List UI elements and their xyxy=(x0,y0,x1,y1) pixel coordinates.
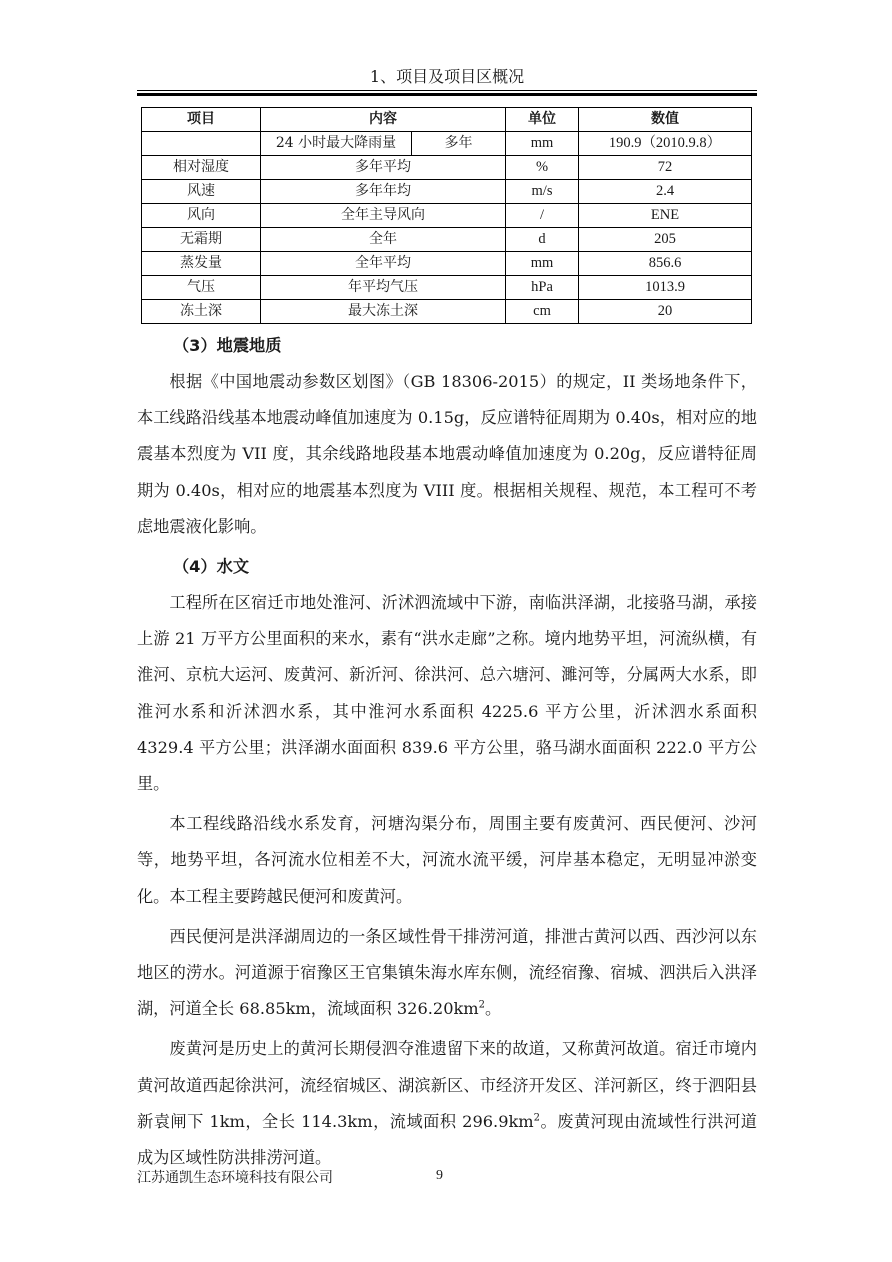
table-cell-content: 全年主导风向 xyxy=(261,204,506,228)
paragraph-seismic: 根据《中国地震动参数区划图》（GB 18306-2015）的规定，II 类场地条件下，本工线路沿线基本地震动峰值加速度为 0.15g，反应谱特征周期为 0.40s，相对应的地震基本烈度为 VII 度，其余线路地段基本地震动峰值加速度为 0.20g，反应谱特征周期为 0.40s，相对应的地震基本烈度为 VIII 度。根据相关规程、规范，本工程可不考虑地震液化影响。 xyxy=(137,372,757,536)
section-heading-hydrology: （4）水文 xyxy=(173,557,250,577)
table-cell-unit: / xyxy=(506,204,579,228)
paragraph-text: 。废黄河现由流域性行洪河道成为区域性防洪排涝河道。 xyxy=(137,1111,757,1168)
table-row xyxy=(142,252,752,276)
table-cell-item: 无霜期 xyxy=(142,228,261,252)
table-cell-content: 多年平均 xyxy=(261,156,506,180)
table-cell-unit: d xyxy=(506,228,579,252)
table-cell-value: 2.4 xyxy=(579,180,752,204)
paragraph-feihuang-river xyxy=(137,1031,757,1176)
table-cell-item: 气压 xyxy=(142,276,261,300)
table-cell-value: 1013.9 xyxy=(579,276,752,300)
table-header-row xyxy=(142,108,752,132)
table-row xyxy=(142,300,752,324)
table-cell-content: 多年年均 xyxy=(261,180,506,204)
table-cell-item: 相对湿度 xyxy=(142,156,261,180)
paragraph-text: 。 xyxy=(485,999,502,1019)
document-body xyxy=(137,328,757,1176)
column-header-unit: 单位 xyxy=(506,108,579,132)
page-header-title: 1、项目及项目区概况 xyxy=(369,67,525,86)
table-cell-content: 年平均气压 xyxy=(261,276,506,300)
table-row xyxy=(142,180,752,204)
table-row xyxy=(142,204,752,228)
column-header-content: 内容 xyxy=(261,108,506,132)
table-cell-unit: mm xyxy=(506,132,579,156)
table-cell-unit: mm xyxy=(506,252,579,276)
table-cell-item xyxy=(142,132,261,156)
table-cell-value: 190.9（2010.9.8） xyxy=(579,132,752,156)
paragraph-hydrology-overview: 工程所在区宿迁市地处淮河、沂沭泗流域中下游，南临洪泽湖，北接骆马湖，承接上游 21 万平方公里面积的来水，素有“洪水走廊”之称。境内地势平坦，河流纵横，有淮河、京杭大运河、废黄河、新沂河、徐洪河、总六塘河、濉河等，分属两大水系，即淮河水系和沂沭泗水系，其中淮河水系面积 4225.6 平方公里，沂沭泗水系面积 4329.4 平方公里；洪泽湖水面面积 839.6 平方公里，骆马湖水面面积 222.0 平方公里。 xyxy=(137,593,757,794)
table-cell-value: 72 xyxy=(579,156,752,180)
table-cell-value: ENE xyxy=(579,204,752,228)
page-number: 9 xyxy=(436,1168,443,1183)
header-rule xyxy=(137,90,757,91)
table-row xyxy=(142,276,752,300)
table-cell-value: 856.6 xyxy=(579,252,752,276)
table-cell-item: 风向 xyxy=(142,204,261,228)
paragraph-text: 西民便河是洪泽湖周边的一条区域性骨干排涝河道，排泄古黄河以西、西沙河以东地区的涝水。河道源于宿豫区王官集镇朱海水库东侧，流经宿豫、宿城、泗洪后入洪泽湖，河道全长 68.85km，流域面积 326.20km xyxy=(137,926,757,1019)
superscript: 2 xyxy=(478,999,486,1011)
table-cell-content: 全年平均 xyxy=(261,252,506,276)
table-cell-content-sub: 24 小时最大降雨量 xyxy=(261,132,412,155)
table-cell-unit: cm xyxy=(506,300,579,324)
table-cell-item: 风速 xyxy=(142,180,261,204)
table-row xyxy=(142,228,752,252)
paragraph-hydrology-route: 本工程线路沿线水系发育，河塘沟渠分布，周围主要有废黄河、西民便河、沙河等，地势平坦，各河流水位相差不大，河流水流平缓，河岸基本稳定，无明显冲淤变化。本工程主要跨越民便河和废黄河。 xyxy=(137,814,757,906)
table-row xyxy=(142,132,752,156)
table-cell-value: 205 xyxy=(579,228,752,252)
table-cell-content-sub: 多年 xyxy=(444,135,473,151)
table-cell-item: 蒸发量 xyxy=(142,252,261,276)
superscript: 2 xyxy=(533,1112,541,1124)
table-cell-item: 冻土深 xyxy=(142,300,261,324)
paragraph-text: 废黄河是历史上的黄河长期侵泗夺淮遗留下来的故道，又称黄河故道。宿迁市境内黄河故道西起徐洪河，流经宿城区、湖滨新区、市经济开发区、洋河新区，终于泗阳县新袁闸下 1km，全长 114.3km，流域面积 296.9km xyxy=(137,1039,757,1131)
footer-company-name: 江苏通凯生态环境科技有限公司 xyxy=(137,1170,333,1186)
table-cell-unit: % xyxy=(506,156,579,180)
header-rule-thick xyxy=(137,93,757,96)
table-cell-unit: m/s xyxy=(506,180,579,204)
table-cell-unit: hPa xyxy=(506,276,579,300)
table-cell-content: 全年 xyxy=(261,228,506,252)
table-cell-value: 20 xyxy=(579,300,752,324)
table-row xyxy=(142,156,752,180)
column-header-item: 项目 xyxy=(142,108,261,132)
column-header-value: 数值 xyxy=(579,108,752,132)
table-cell-content xyxy=(261,132,506,156)
section-heading-seismic: （3）地震地质 xyxy=(173,336,282,355)
climate-parameter-table xyxy=(141,107,752,324)
table-cell-content: 最大冻土深 xyxy=(261,300,506,324)
paragraph-ximinbian-river xyxy=(137,919,757,1028)
